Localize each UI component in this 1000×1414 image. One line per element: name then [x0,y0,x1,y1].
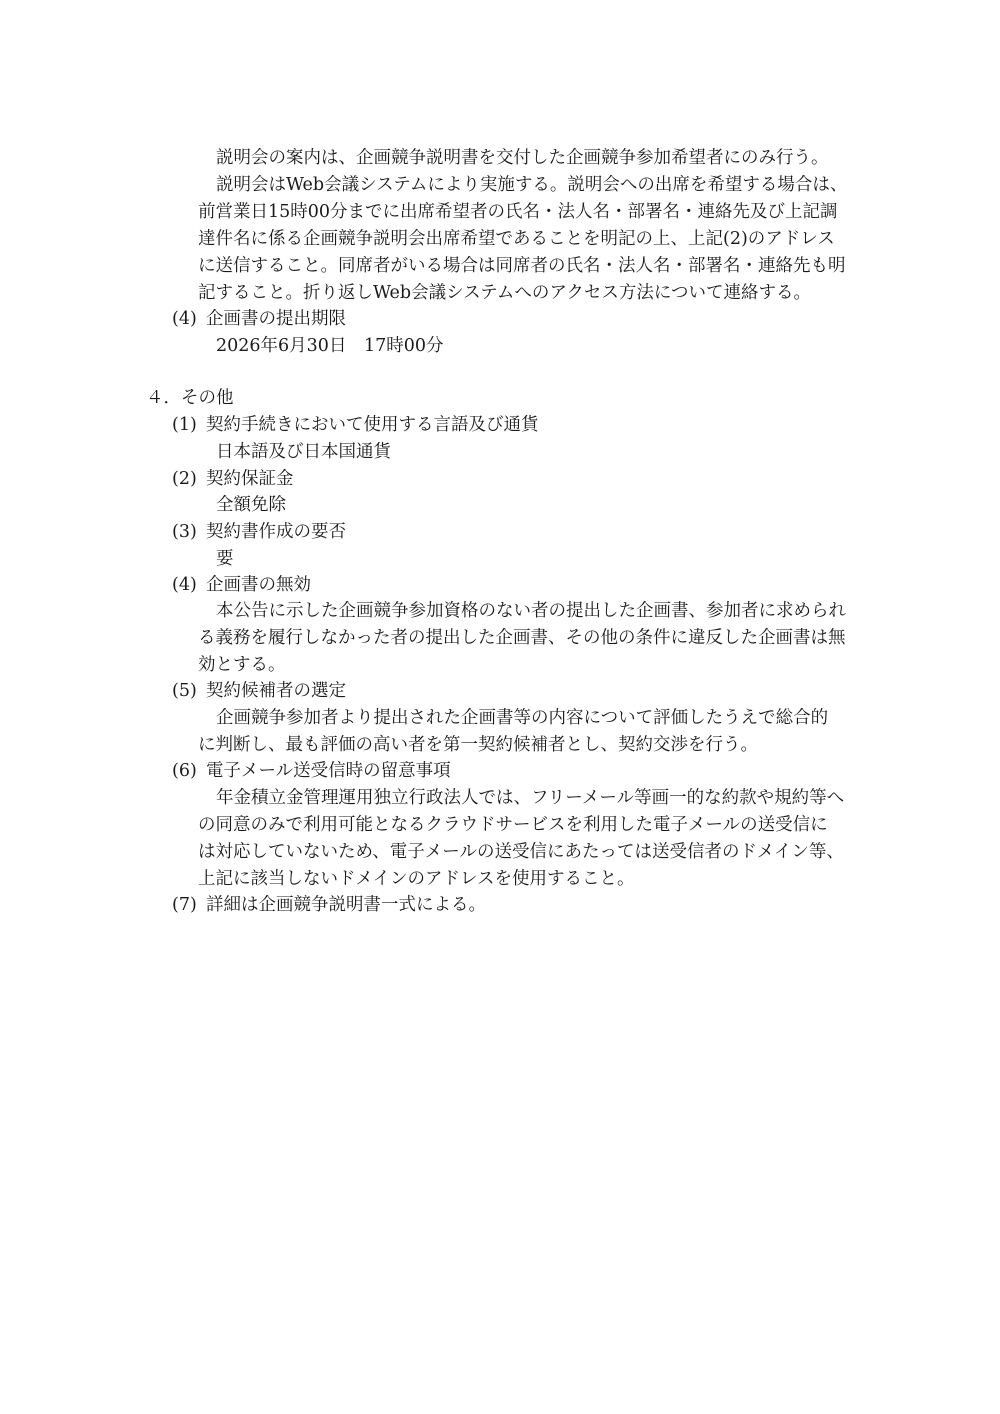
item-number: (4) [172,309,197,329]
item-body-line: は対応していないため、電子メールの送受信にあたっては送受信者のドメイン等、 [198,842,844,862]
item-title: 電子メール送受信時の留意事項 [206,761,451,781]
item-body-line: に判断し、最も評価の高い者を第一契約候補者とし、契約交渉を行う。 [198,735,758,755]
item-title: 企画書の提出期限 [206,309,346,329]
paragraph-line: 達件名に係る企画競争説明会出席希望であることを明記の上、上記(2)のアドレス [198,229,835,249]
item-body-line: 全額免除 [216,495,286,515]
item-number: (3) [172,522,197,542]
item-heading [172,678,346,704]
section-heading: ４．その他 [146,388,234,408]
item-body-line: 上記に該当しないドメインのアドレスを使用すること。 [198,869,635,889]
item-title: 契約書作成の要否 [206,522,346,542]
item-title: 契約手続きにおいて使用する言語及び通貨 [206,415,539,435]
item-heading [172,519,346,545]
item-heading [172,412,539,438]
item-number: (6) [172,761,197,781]
item-title: 詳細は企画競争説明書一式による。 [206,895,486,915]
item-heading [172,572,311,598]
item-title: 契約保証金 [206,469,294,489]
item-number: (1) [172,415,197,435]
item-body-line: 日本語及び日本国通貨 [216,442,391,462]
item-body-line: 要 [216,549,234,569]
item-body-line: 年金積立金管理運用独立行政法人では、フリーメール等画一的な約款や規約等へ [216,788,845,808]
item-body-line: 効とする。 [198,655,286,675]
item-number: (7) [172,895,197,915]
item-heading [172,758,451,784]
item-body-line: 本公告に示した企画競争参加資格のない者の提出した企画書、参加者に求められ [216,601,846,621]
paragraph-line: に送信すること。同席者がいる場合は同席者の氏名・法人名・部署名・連絡先も明 [198,256,846,276]
paragraph-line: 前営業日15時00分までに出席希望者の氏名・法人名・部署名・連絡先及び上記調 [198,202,838,222]
item-body-line: の同意のみで利用可能となるクラウドサービスを利用した電子メールの送受信に [198,815,828,835]
item-number: (4) [172,575,197,595]
item-body-line: る義務を履行しなかった者の提出した企画書、その他の条件に違反した企画書は無 [198,628,846,648]
item-number: (5) [172,681,197,701]
item-heading [172,892,486,918]
item-title: 契約候補者の選定 [206,681,346,701]
item-heading [172,466,294,492]
paragraph-line: 記すること。折り返しWeb会議システムへのアクセス方法について連絡する。 [198,283,811,303]
item-body-line: 企画競争参加者より提出された企画書等の内容について評価したうえで総合的 [216,708,829,728]
item-heading [172,306,346,332]
paragraph-line: 説明会の案内は、企画競争説明書を交付した企画競争参加希望者にのみ行う。 [216,148,829,168]
deadline-text: 2026年6月30日 17時00分 [216,336,444,356]
paragraph-line: 説明会はWeb会議システムにより実施する。説明会への出席を希望する場合は、 [216,175,848,195]
item-number: (2) [172,469,197,489]
item-title: 企画書の無効 [206,575,311,595]
